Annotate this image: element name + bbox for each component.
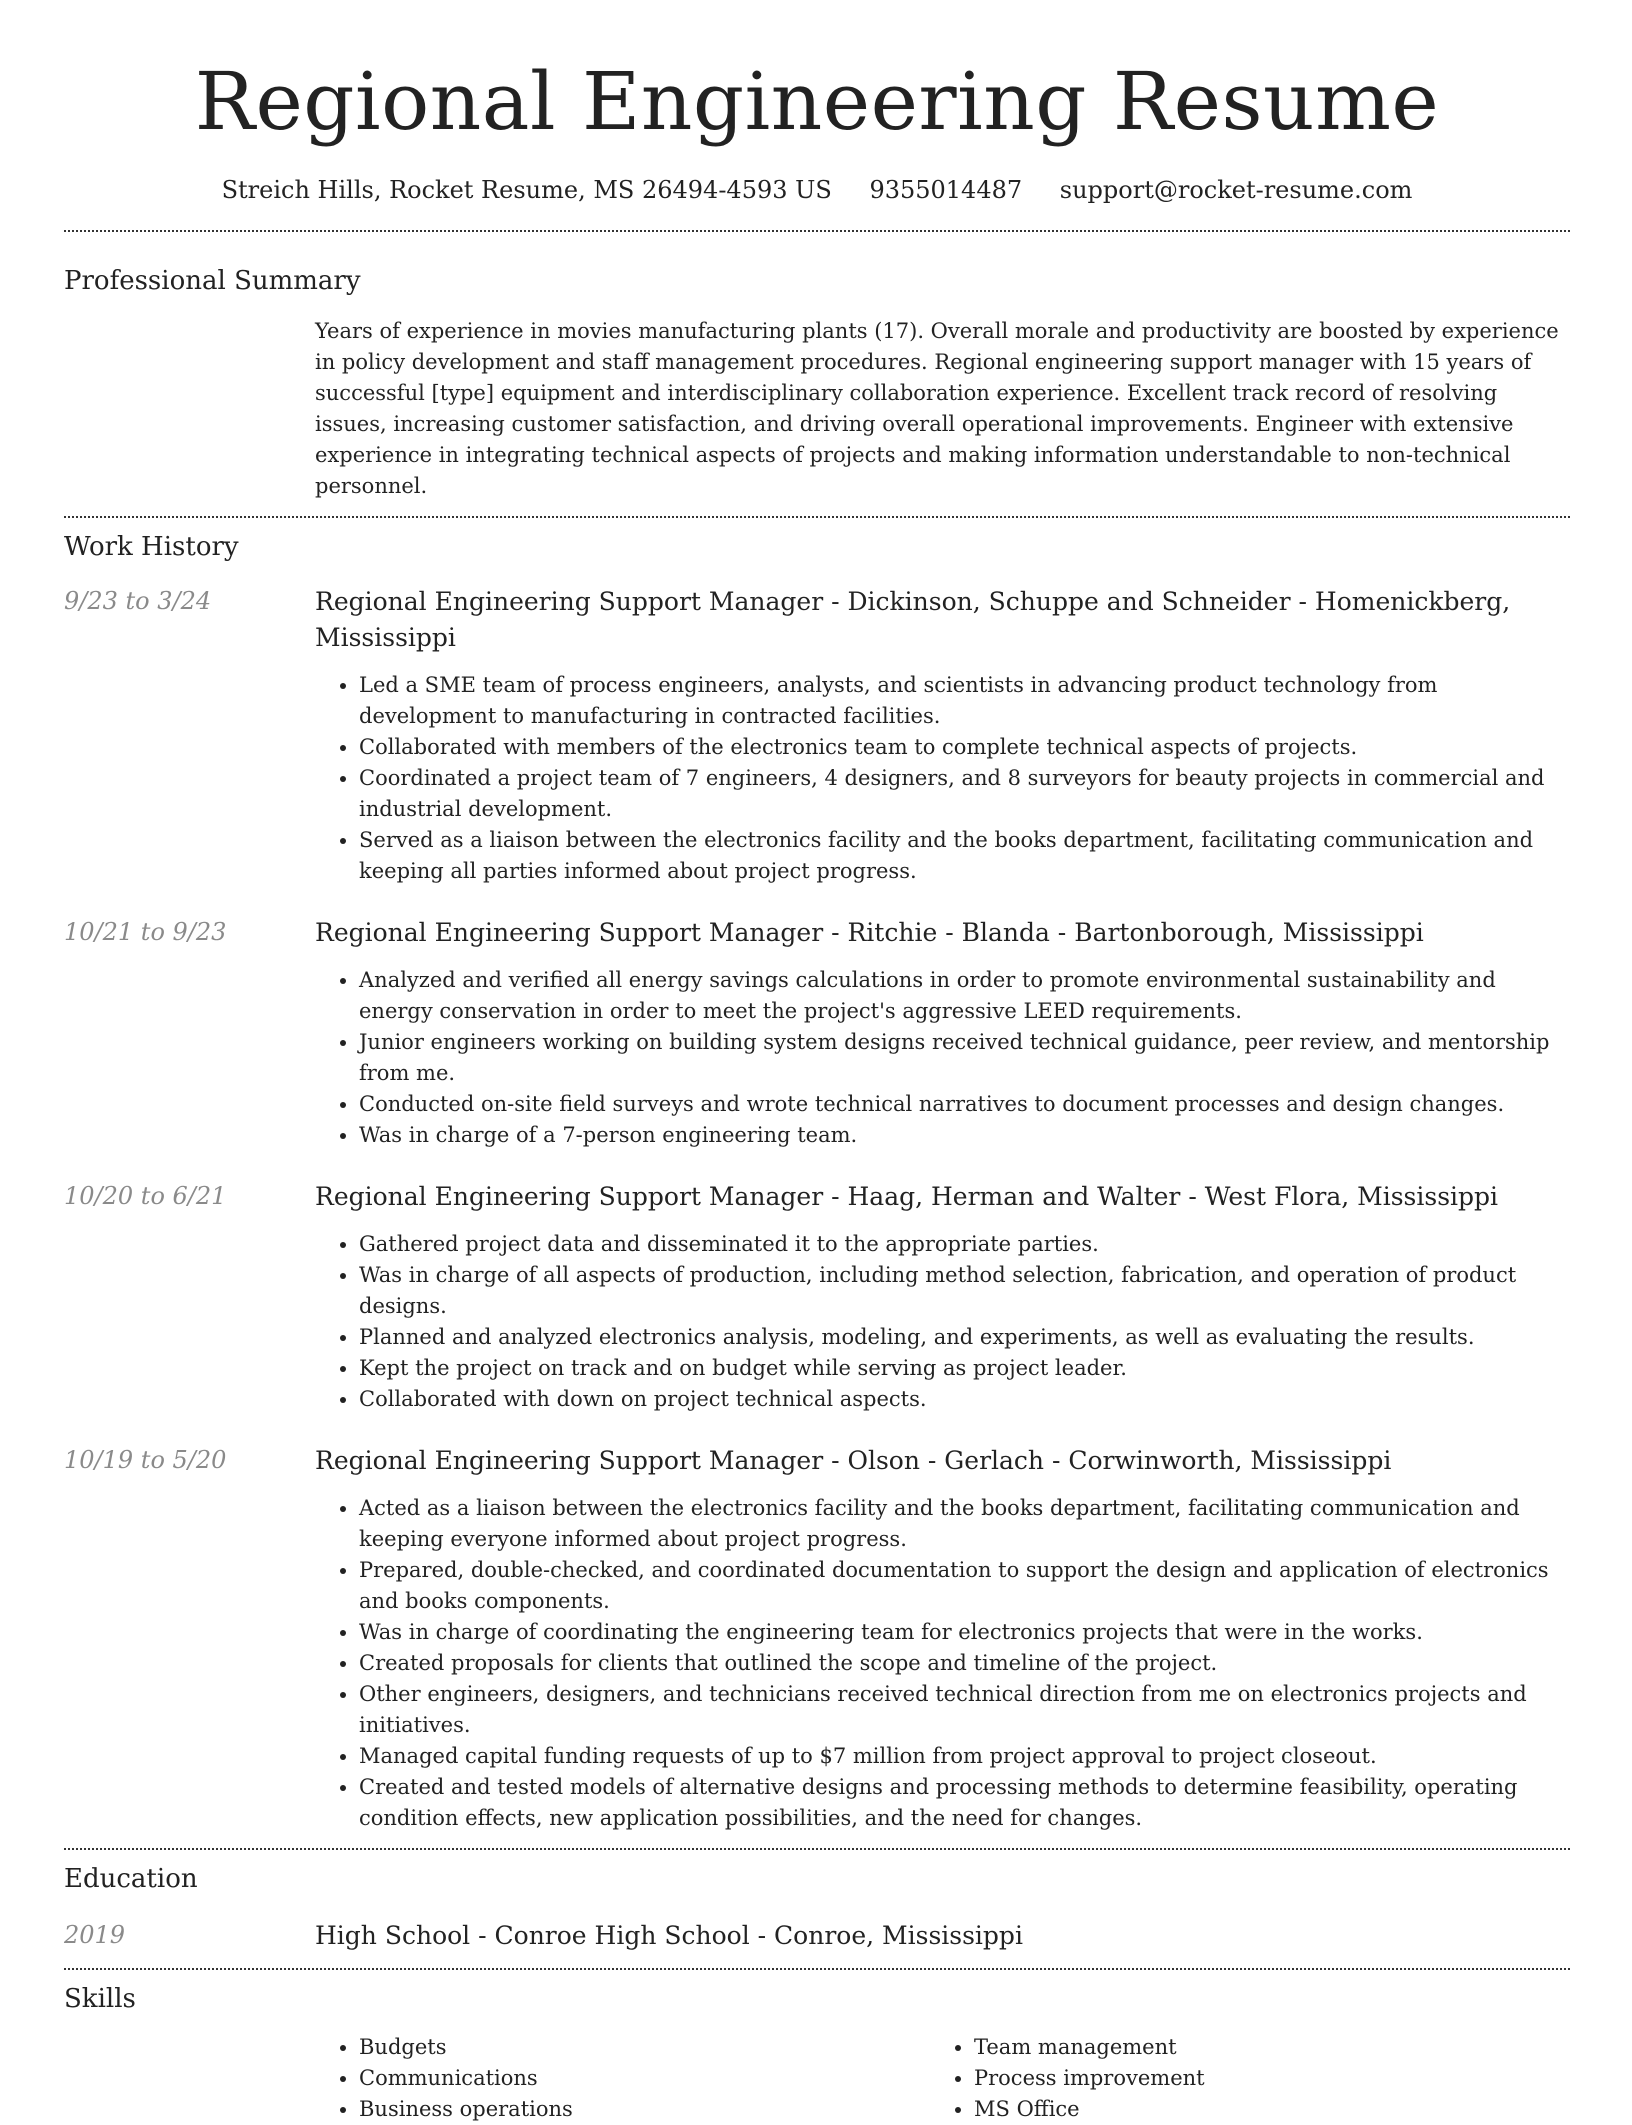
education-entry xyxy=(64,1918,1570,1954)
job-bullet: • Collaborated with members of the electronics team to complete technical aspects of projects. xyxy=(359,732,1570,763)
job-title: Regional Engineering Support Manager - Dickinson, Schuppe and Schneider - Homenickberg, Mississippi xyxy=(315,587,1511,652)
skills-list xyxy=(315,2032,1570,2125)
education-degree: High School - Conroe High School - Conroe, Mississippi xyxy=(315,1921,1023,1950)
skill-item: • MS Office xyxy=(974,2094,1545,2125)
contact-line xyxy=(64,174,1570,206)
job-title: Regional Engineering Support Manager - Haag, Herman and Walter - West Flora, Mississippi xyxy=(315,1182,1499,1211)
email: support@rocket-resume.com xyxy=(1059,176,1413,204)
job-bullets xyxy=(315,1229,1570,1415)
job-bullet: • Was in charge of coordinating the engineering team for electronics projects that were in the works. xyxy=(359,1617,1570,1648)
education-heading: Education xyxy=(64,1864,198,1894)
job-entry xyxy=(64,584,1570,887)
job-list xyxy=(64,584,1570,1834)
job-bullets xyxy=(315,1493,1570,1834)
work-section xyxy=(64,530,1570,1834)
skill-item: • Team management xyxy=(974,2032,1545,2063)
resume-page xyxy=(64,0,1570,2125)
job-bullet: • Created and tested models of alternative designs and processing methods to determine feasibility, operating condition effects, new application possibilities, and the need for changes. xyxy=(359,1772,1570,1834)
skill-item: • Budgets xyxy=(359,2032,930,2063)
address: Streich Hills, Rocket Resume, MS 26494-4593 US xyxy=(221,176,832,204)
job-bullet: • Gathered project data and disseminated it to the appropriate parties. xyxy=(359,1229,1570,1260)
divider xyxy=(64,516,1570,518)
summary-text: Years of experience in movies manufacturing plants (17). Overall morale and productivity are boosted by experience in policy development and staff management procedures. Regional engineering support manager with 15 years of successful [type] equipment and interdisciplinary collaboration experience. Excellent track record of resolving issues, increasing customer satisfaction, and driving overall operational improvements. Engineer with extensive experience in integrating technical aspects of projects and making information understandable to non-technical personnel. xyxy=(315,319,1559,498)
job-bullet: • Collaborated with down on project technical aspects. xyxy=(359,1384,1570,1415)
divider xyxy=(64,230,1570,232)
job-bullet: • Served as a liaison between the electronics facility and the books department, facilitating communication and keeping all parties informed about project progress. xyxy=(359,825,1570,887)
job-bullet: • Was in charge of all aspects of production, including method selection, fabrication, and operation of product designs. xyxy=(359,1260,1570,1322)
job-dates: 10/20 to 6/21 xyxy=(64,1182,227,1210)
divider xyxy=(64,1848,1570,1850)
job-entry xyxy=(64,1443,1570,1834)
summary-heading: Professional Summary xyxy=(64,266,361,296)
job-entry xyxy=(64,915,1570,1151)
job-entry xyxy=(64,1179,1570,1415)
skills-section xyxy=(64,1982,1570,2125)
job-bullet: • Conducted on-site field surveys and wrote technical narratives to document processes and design changes. xyxy=(359,1089,1570,1120)
job-bullet: • Coordinated a project team of 7 engineers, 4 designers, and 8 surveyors for beauty projects in commercial and industrial development. xyxy=(359,763,1570,825)
resume-title: Regional Engineering Resume xyxy=(194,55,1440,148)
job-bullet: • Kept the project on track and on budget while serving as project leader. xyxy=(359,1353,1570,1384)
job-body xyxy=(315,584,1570,887)
summary-section xyxy=(64,264,1570,502)
job-bullet: • Analyzed and verified all energy savings calculations in order to promote environmental sustainability and energy conservation in order to meet the project's aggressive LEED requirements. xyxy=(359,965,1570,1027)
job-body xyxy=(315,1179,1570,1415)
job-bullet: • Other engineers, designers, and technicians received technical direction from me on electronics projects and initiatives. xyxy=(359,1679,1570,1741)
education-year: 2019 xyxy=(64,1921,126,1949)
phone: 9355014487 xyxy=(869,176,1023,204)
skill-item: • Business operations xyxy=(359,2094,930,2125)
job-bullets xyxy=(315,965,1570,1151)
work-heading: Work History xyxy=(64,532,239,562)
divider xyxy=(64,1968,1570,1970)
skills-column-left xyxy=(315,2032,930,2125)
job-bullet: • Junior engineers working on building system designs received technical guidance, peer review, and mentorship from me. xyxy=(359,1027,1570,1089)
job-bullet: • Planned and analyzed electronics analysis, modeling, and experiments, as well as evaluating the results. xyxy=(359,1322,1570,1353)
job-body xyxy=(315,1443,1570,1834)
job-bullet: • Created proposals for clients that outlined the scope and timeline of the project. xyxy=(359,1648,1570,1679)
job-title: Regional Engineering Support Manager - Olson - Gerlach - Corwinworth, Mississippi xyxy=(315,1446,1392,1475)
skill-item: • Communications xyxy=(359,2063,930,2094)
job-bullet: • Acted as a liaison between the electronics facility and the books department, facilitating communication and keeping everyone informed about project progress. xyxy=(359,1493,1570,1555)
job-bullet: • Prepared, double-checked, and coordinated documentation to support the design and application of electronics and books components. xyxy=(359,1555,1570,1617)
job-bullet: • Managed capital funding requests of up to $7 million from project approval to project closeout. xyxy=(359,1741,1570,1772)
skills-heading: Skills xyxy=(64,1984,136,2014)
job-title: Regional Engineering Support Manager - Ritchie - Blanda - Bartonborough, Mississippi xyxy=(315,918,1424,947)
job-dates: 10/21 to 9/23 xyxy=(64,918,227,946)
skill-item: • Process improvement xyxy=(974,2063,1545,2094)
skills-column-right xyxy=(930,2032,1545,2125)
job-bullets xyxy=(315,670,1570,887)
job-dates: 10/19 to 5/20 xyxy=(64,1446,227,1474)
job-dates: 9/23 to 3/24 xyxy=(64,587,212,615)
job-body xyxy=(315,915,1570,1151)
education-section xyxy=(64,1862,1570,1954)
job-bullet: • Led a SME team of process engineers, analysts, and scientists in advancing product technology from development to manufacturing in contracted facilities. xyxy=(359,670,1570,732)
job-bullet: • Was in charge of a 7-person engineering team. xyxy=(359,1120,1570,1151)
